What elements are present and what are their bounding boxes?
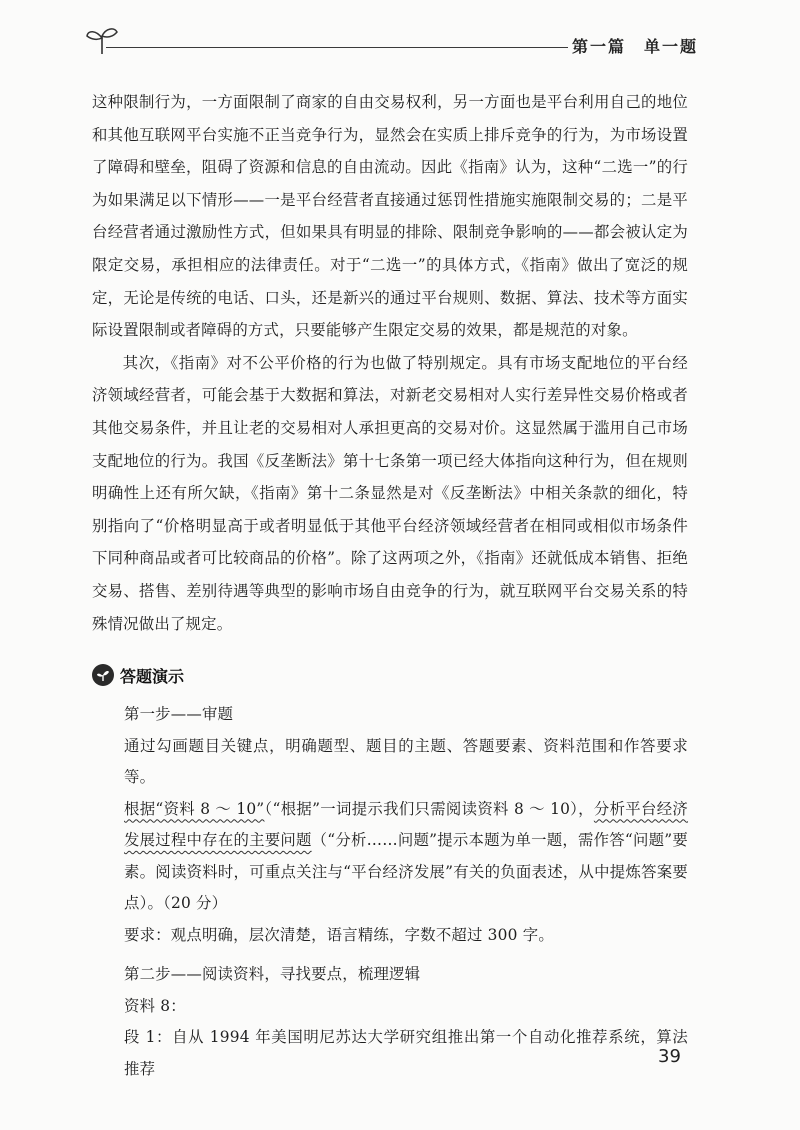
header-rule-end xyxy=(558,47,568,48)
key-phrase-problems: 分析平台经济发展过程中存在的主要问题 xyxy=(124,799,689,849)
step1-question xyxy=(124,794,688,920)
page-header xyxy=(84,22,699,62)
page-number: 39 xyxy=(658,1046,681,1067)
section-title: 第一篇 单一题 xyxy=(572,37,699,56)
paragraph-unfair-pricing: 其次，《指南》对不公平价格的行为也做了特别规定。具有市场支配地位的平台经济领域经营者，可能会基于大数据和算法，对新老交易相对人实行差异性交易价格或者其他交易条件，并且让老的交易相对人承担更高的交易对价。这显然属于滥用自己市场支配地位的行为。我国《反垄断法》第十七条第一项已经大体指向这种行为，但在规则明确性上还有所欠缺，《指南》第十二条显然是对《反垄断法》中相关条款的细化，特别指向了“价格明显高于或者明显低于其他平台经济领域经营者在相同或相似市场条件下同种商品或者可比较商品的价格”。除了这两项之外，《指南》还就低成本销售、拒绝交易、搭售、差别待遇等典型的影响市场自由竞争的行为，就互联网平台交易关系的特殊情况做出了规定。 xyxy=(92,353,688,633)
step1-intro: 通过勾画题目关键点，明确题型、题目的主题、答题要素、资料范围和作答要求等。 xyxy=(124,736,688,786)
note-problems: （“分析……问题”提示本题为单一题，需作答“问题”要素。阅读资料时，可重点关注与“平台经济发展”有关的负面表述，从中提炼答案要点）。（20 分） xyxy=(124,831,688,912)
step2-title: 第二步——阅读资料，寻找要点，梳理逻辑 xyxy=(124,965,421,983)
header-rule xyxy=(106,47,558,48)
article-body xyxy=(92,86,688,640)
key-phrase-materials: 根据“资料 8 ～ 10” xyxy=(124,799,265,818)
requirement: 要求：观点明确，层次清楚，语言精练，字数不超过 300 字。 xyxy=(124,925,554,944)
note-materials: （“根据”一词提示我们只需阅读资料 8 ～ 10）， xyxy=(264,799,594,818)
paragraph-restriction: 这种限制行为，一方面限制了商家的自由交易权利，另一方面也是平台利用自己的地位和其他互联网平台实施不正当竞争行为，显然会在实质上排斥竞争的行为，为市场设置了障碍和壁垒，阻碍了资源和信息的自由流动。因此《指南》认为，这种“二选一”的行为如果满足以下情形——一是平台经营者直接通过惩罚性措施实施限制交易的；二是平台经营者通过激励性方式，但如果具有明显的排除、限制竞争影响的——都会被认定为限定交易，承担相应的法律责任。对于“二选一”的具体方式，《指南》做出了宽泛的规定，无论是传统的电话、口头，还是新兴的通过平台规则、数据、算法、技术等方面实际设置限制或者障碍的方式，只要能够产生限定交易的效果，都是规范的对象。 xyxy=(92,93,688,340)
material-paragraph-1: 段 1：自从 1994 年美国明尼苏达大学研究组推出第一个自动化推荐系统，算法推荐 xyxy=(124,1028,688,1078)
leaf-icon xyxy=(92,664,114,686)
answer-demo-heading xyxy=(92,660,184,690)
step1-title: 第一步——审题 xyxy=(124,705,234,723)
sprout-icon xyxy=(84,24,120,58)
material-label: 资料 8： xyxy=(124,996,186,1015)
answer-demo-body xyxy=(124,699,688,1085)
answer-demo-title: 答题演示 xyxy=(120,666,185,686)
